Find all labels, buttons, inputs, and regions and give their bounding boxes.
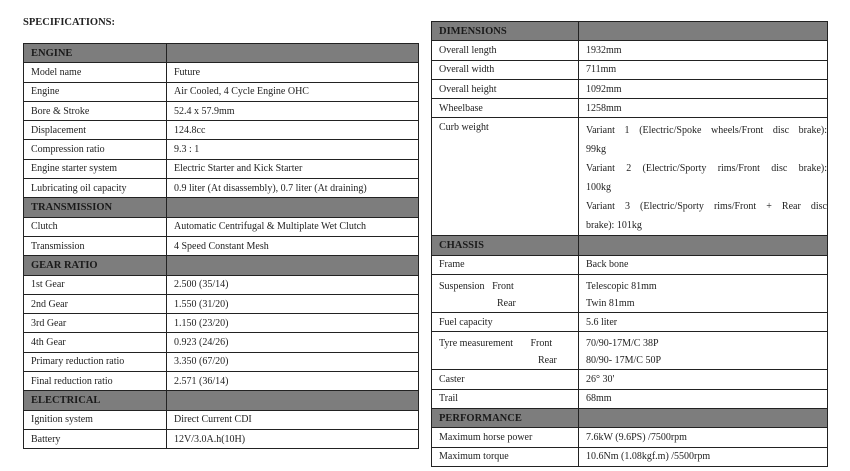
spec-value: 9.3 : 1 xyxy=(167,140,419,159)
section-gear-ratio: GEAR RATIO xyxy=(24,256,419,275)
table-row: Frame Back bone xyxy=(432,255,828,274)
spec-label: Clutch xyxy=(24,217,167,236)
spec-label: Model name xyxy=(24,63,167,82)
spec-label: Final reduction ratio xyxy=(24,372,167,391)
spec-label: 4th Gear xyxy=(24,333,167,352)
table-row: Caster 26° 30' xyxy=(432,370,828,389)
table-row xyxy=(24,236,419,255)
table-row xyxy=(24,63,419,82)
table-row: Trail 68mm xyxy=(432,389,828,408)
spec-value: 52.4 x 57.9mm xyxy=(167,101,419,120)
table-row-curb-weight: Curb weight Variant 1 (Electric/Spoke wheels/Front disc brake): 99kg Variant 2 (Electric/Sporty rims/Front disc brake): 100kg Variant 3 (Electric/Sporty rims/Front + Rear disc brake): 101kg xyxy=(432,118,828,236)
spec-value: 124.8cc xyxy=(167,121,419,140)
specs-table-left xyxy=(23,43,419,449)
spec-label: Engine xyxy=(24,82,167,101)
table-row xyxy=(24,372,419,391)
spec-value: Direct Current CDI xyxy=(167,410,419,429)
spec-label: Primary reduction ratio xyxy=(24,352,167,371)
spec-value: 0.923 (24/26) xyxy=(167,333,419,352)
spec-value: Air Cooled, 4 Cycle Engine OHC xyxy=(167,82,419,101)
spec-value: Future xyxy=(167,63,419,82)
table-row xyxy=(24,82,419,101)
spec-label: Transmission xyxy=(24,236,167,255)
table-row: Fuel capacity 5.6 liter xyxy=(432,313,828,332)
section-transmission: TRANSMISSION xyxy=(24,198,419,217)
spec-value: 0.9 liter (At disassembly), 0.7 liter (At draining) xyxy=(167,179,419,198)
table-row: Overall width 711mm xyxy=(432,60,828,79)
section-dimensions: DIMENSIONS xyxy=(432,22,828,41)
section-electrical: ELECTRICAL xyxy=(24,391,419,410)
table-row xyxy=(24,410,419,429)
section-chassis: CHASSIS xyxy=(432,236,828,255)
spec-value: Automatic Centrifugal & Multiplate Wet Clutch xyxy=(167,217,419,236)
table-row xyxy=(24,294,419,313)
table-row xyxy=(24,217,419,236)
table-row xyxy=(24,140,419,159)
section-engine: ENGINE xyxy=(24,44,419,63)
table-row: Overall length 1932mm xyxy=(432,41,828,60)
spec-value: 2.500 (35/14) xyxy=(167,275,419,294)
table-row: Maximum torque 10.6Nm (1.08kgf.m) /5500rpm xyxy=(432,447,828,466)
table-row xyxy=(24,179,419,198)
spec-value: 4 Speed Constant Mesh xyxy=(167,236,419,255)
section-performance: PERFORMANCE xyxy=(432,408,828,427)
table-row: Wheelbase 1258mm xyxy=(432,99,828,118)
table-row xyxy=(24,101,419,120)
table-row xyxy=(24,352,419,371)
table-row xyxy=(24,275,419,294)
spec-value: 3.350 (67/20) xyxy=(167,352,419,371)
table-row-tyre: Tyre measurement Front Rear 70/90-17M/C 38P 80/90- 17M/C 50P xyxy=(432,332,828,370)
spec-value: 1.150 (23/20) xyxy=(167,314,419,333)
table-row xyxy=(24,429,419,448)
specs-table-right xyxy=(431,21,828,467)
spec-value: 2.571 (36/14) xyxy=(167,372,419,391)
table-row: Maximum horse power 7.6kW (9.6PS) /7500rpm xyxy=(432,428,828,447)
table-row: Overall height 1092mm xyxy=(432,79,828,98)
spec-label: 3rd Gear xyxy=(24,314,167,333)
spec-label: Engine starter system xyxy=(24,159,167,178)
spec-label: Compression ratio xyxy=(24,140,167,159)
table-row xyxy=(24,314,419,333)
page-title: SPECIFICATIONS: xyxy=(23,17,115,28)
spec-value: Electric Starter and Kick Starter xyxy=(167,159,419,178)
spec-label: Displacement xyxy=(24,121,167,140)
spec-label: Ignition system xyxy=(24,410,167,429)
table-row-suspension: Suspension Front Rear Telescopic 81mm Twin 81mm xyxy=(432,275,828,313)
table-row xyxy=(24,333,419,352)
spec-label: 2nd Gear xyxy=(24,294,167,313)
spec-label: Battery xyxy=(24,429,167,448)
spec-value: 12V/3.0A.h(10H) xyxy=(167,429,419,448)
table-row xyxy=(24,159,419,178)
spec-label: Bore & Stroke xyxy=(24,101,167,120)
table-row xyxy=(24,121,419,140)
spec-value: 1.550 (31/20) xyxy=(167,294,419,313)
spec-label: 1st Gear xyxy=(24,275,167,294)
spec-label: Lubricating oil capacity xyxy=(24,179,167,198)
